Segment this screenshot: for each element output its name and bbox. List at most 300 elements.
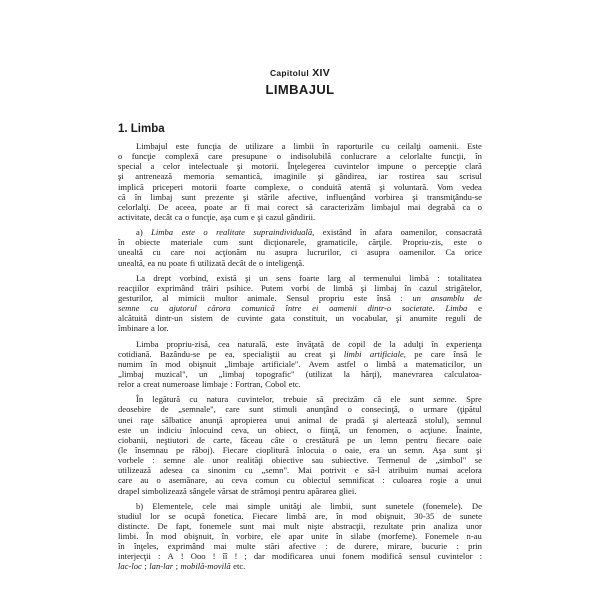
word: o <box>332 444 337 455</box>
word: nişte <box>307 520 324 531</box>
word: şi <box>372 414 379 425</box>
word: limbă <box>333 282 353 293</box>
word: al <box>162 292 169 303</box>
word: foarte <box>225 181 246 192</box>
word: activitate, <box>118 211 152 222</box>
word: de <box>240 485 249 496</box>
word: consacrată <box>445 227 482 238</box>
word: de <box>473 313 482 324</box>
word: decât <box>154 211 173 222</box>
word: există <box>216 272 237 283</box>
word: care <box>208 151 223 162</box>
word: presupune <box>231 151 268 162</box>
word: adesea <box>159 465 183 476</box>
word: aceea, <box>175 201 197 212</box>
text-line <box>118 141 482 151</box>
word: raporturile <box>336 141 374 151</box>
word: un <box>140 424 149 435</box>
word: limbă <box>376 358 396 369</box>
word: distincte. <box>118 520 150 531</box>
word: semnificat <box>338 475 375 486</box>
chapter-number: XIV <box>312 67 331 79</box>
word: semne <box>163 455 186 466</box>
word: ! <box>212 551 216 562</box>
word: foarte <box>299 272 320 283</box>
word: materiale <box>170 237 203 248</box>
text-line <box>118 339 482 349</box>
word: Putem <box>260 282 283 293</box>
word: Bazându-se <box>160 348 201 359</box>
word: durere, <box>354 541 379 552</box>
word: natura <box>206 394 229 405</box>
word: ca <box>191 465 200 476</box>
word: roşie <box>429 475 447 486</box>
word: noi <box>194 247 206 258</box>
word: ei <box>312 303 319 314</box>
word: ; <box>144 561 147 572</box>
word: răboj). <box>192 444 215 455</box>
word: dintr-un <box>155 313 183 324</box>
word: este <box>275 338 289 349</box>
word: De <box>158 201 169 212</box>
word: dintr-o <box>367 303 392 314</box>
word: mult <box>283 520 300 531</box>
word: şi <box>329 348 336 359</box>
word: ajutorul <box>169 303 197 314</box>
word: acţiune. <box>420 424 448 435</box>
word: sunt <box>181 191 196 202</box>
word: gândirea, <box>335 171 367 182</box>
word: imaginile <box>273 171 307 182</box>
text-line <box>118 293 482 303</box>
word: Fonemele <box>424 531 459 542</box>
word: este <box>353 292 368 303</box>
word: sistem <box>190 313 213 324</box>
word: în <box>134 191 142 202</box>
word: trăiri <box>201 282 219 293</box>
word: cotidiană. <box>118 348 152 359</box>
word: cuvintelor <box>437 551 473 562</box>
word: lor. <box>157 323 169 334</box>
text-line <box>118 501 482 511</box>
body-text <box>118 141 482 572</box>
word: studiul <box>118 510 142 521</box>
word: îî <box>222 551 228 562</box>
word: înţeles, <box>133 541 159 552</box>
word: Elementele, <box>152 500 194 511</box>
word: îmbinare <box>118 323 149 334</box>
word: analiza <box>433 520 458 531</box>
word: Înţelegerea <box>287 161 326 172</box>
word: simbolizează <box>141 485 187 496</box>
word: animal <box>298 414 322 425</box>
word: o <box>409 404 414 415</box>
word: o <box>306 424 312 435</box>
word: vedea <box>461 181 482 192</box>
word: de <box>317 282 326 293</box>
word: Limba <box>136 338 159 349</box>
word: consecinţă, <box>361 404 400 415</box>
word: etc. <box>288 379 301 390</box>
word: de <box>418 455 427 466</box>
word: de <box>336 541 346 552</box>
word: supraindividuală, <box>253 227 315 238</box>
word: stările <box>257 191 279 202</box>
word: o <box>363 358 369 369</box>
word: subiective. <box>331 455 369 466</box>
word: pe <box>414 348 423 359</box>
word: pentru <box>282 485 305 496</box>
word: şi <box>360 282 367 293</box>
word: sălbatice <box>161 414 192 425</box>
word: Sensul <box>286 292 310 303</box>
word: corect <box>277 201 299 212</box>
word: limbii <box>293 141 315 151</box>
word: de <box>248 257 257 268</box>
word: o <box>412 161 417 172</box>
word: calculatoa- <box>444 368 482 379</box>
word: drapel <box>118 485 140 496</box>
word: o <box>407 424 412 435</box>
word: limbaje <box>202 379 228 390</box>
word: artificiale, <box>369 348 406 359</box>
word: cuvintelor, <box>237 394 275 405</box>
word: oamenii. <box>429 141 459 151</box>
word: numai <box>426 465 449 476</box>
word: stări <box>264 541 280 552</box>
word: o <box>203 227 208 238</box>
word: degrabă <box>427 201 456 212</box>
word: ele <box>270 531 281 542</box>
word: scrisul <box>459 171 482 182</box>
word: în <box>221 531 229 542</box>
word: în <box>336 510 343 521</box>
word: intelectuale <box>188 161 229 172</box>
word: fonem <box>342 551 365 562</box>
word: ea <box>147 257 156 268</box>
word: societate. <box>401 303 435 314</box>
word: atentă <box>350 181 371 192</box>
word: o <box>184 211 190 222</box>
word: comunică <box>241 303 275 314</box>
word: Spre <box>466 394 482 405</box>
word: în <box>118 237 125 248</box>
text-line <box>118 273 482 283</box>
word: în <box>404 282 412 293</box>
word: strigătelor, <box>445 282 482 293</box>
section-heading: 1. Limba <box>118 123 165 135</box>
word: ar <box>230 201 237 212</box>
word: mobilă-movilă <box>180 561 231 572</box>
word: vorbi <box>290 282 310 293</box>
word: gata <box>270 313 285 324</box>
word: ; <box>175 561 179 572</box>
word: care <box>118 475 133 486</box>
word: Termenul <box>377 455 411 466</box>
word: cărţile. <box>368 237 393 248</box>
word: vorbirea <box>374 191 404 202</box>
word: fi <box>244 201 250 212</box>
word: limbaj <box>374 282 397 293</box>
word: prin <box>468 541 482 552</box>
word: semne <box>118 303 140 314</box>
word: în <box>475 151 482 162</box>
word: sau <box>436 171 448 182</box>
word: o <box>156 475 161 486</box>
word: multe <box>235 541 256 552</box>
word: a <box>151 323 155 334</box>
word: înlocuia <box>296 444 325 455</box>
text-line <box>118 303 482 313</box>
word: cum <box>213 237 229 248</box>
text-line <box>118 192 482 202</box>
word: sunt <box>239 520 255 531</box>
word: obiect, <box>275 424 299 435</box>
word: asemănare, <box>168 475 208 486</box>
word: lan-lar <box>149 561 174 572</box>
word: vorbire, <box>236 531 263 542</box>
word: cu <box>381 141 390 151</box>
word: un <box>335 313 344 324</box>
text-line <box>118 202 482 212</box>
word: utilizare <box>245 141 274 151</box>
word: iar <box>378 171 388 182</box>
word: făceau <box>240 434 263 445</box>
word: asupra <box>274 247 298 258</box>
word: e <box>354 465 359 476</box>
word: ceva, <box>231 424 250 435</box>
paragraph <box>118 227 482 268</box>
text-line <box>118 445 482 455</box>
word: sunt <box>453 444 469 455</box>
word: o <box>477 201 482 212</box>
word: culoarea <box>392 475 422 486</box>
word: raţe <box>140 414 154 425</box>
word: în <box>322 141 329 151</box>
word: anunţă <box>199 414 223 425</box>
word: motorii <box>191 181 218 192</box>
word: cele <box>202 500 217 511</box>
word: relor <box>118 379 135 390</box>
word: urmare <box>423 404 448 415</box>
word: oamenii <box>329 303 357 314</box>
word: de <box>229 141 238 151</box>
word: modificarea <box>271 551 313 562</box>
word: creat <box>304 348 322 359</box>
word: un <box>257 424 267 435</box>
word: e <box>478 303 482 314</box>
word: al <box>349 272 356 283</box>
word: fi <box>189 257 196 268</box>
word: şi <box>257 211 264 222</box>
word: decât <box>227 257 246 268</box>
word: „limbaj <box>118 368 144 379</box>
word: silabe <box>350 531 371 542</box>
text-line <box>118 359 482 369</box>
chapter-word: Capitolul <box>269 68 309 78</box>
word: mai <box>225 500 239 511</box>
word: semnul <box>457 414 482 425</box>
word: Limba <box>445 303 468 314</box>
word: transmiţându-se <box>427 191 482 202</box>
word: Ooo <box>190 551 206 562</box>
word: sunt <box>249 404 264 415</box>
word: obiectul <box>302 475 331 486</box>
word: la <box>343 368 350 379</box>
word: cuvintelor <box>334 161 370 172</box>
word: şi <box>476 444 482 455</box>
word: unei <box>118 414 133 425</box>
word: sensul <box>409 551 431 562</box>
word: a <box>281 141 286 151</box>
word: „limbaj <box>218 368 245 379</box>
word: stolul), <box>424 414 450 425</box>
word: un <box>473 358 482 369</box>
text-line <box>118 247 482 257</box>
word: (utilizat <box>305 368 333 379</box>
word: În <box>136 394 144 405</box>
word: lac-loc <box>118 561 142 572</box>
word: copil <box>348 338 366 349</box>
word: un <box>363 434 373 445</box>
word: de <box>443 510 452 521</box>
word: constituit, <box>293 313 328 324</box>
word: artificiale". <box>262 358 301 369</box>
text-line <box>118 511 482 521</box>
word: apărarea <box>307 485 337 496</box>
word: vărsat <box>217 485 239 496</box>
word: le <box>475 348 482 359</box>
word: trebuie <box>283 394 308 405</box>
word: (morfeme). <box>378 531 418 542</box>
word: deosebire <box>118 404 151 415</box>
text-line <box>118 561 482 571</box>
word: Propriu-zis, <box>402 237 443 248</box>
word: Limbajul <box>136 141 168 151</box>
word: (ţipătul <box>457 404 482 415</box>
word: unealtă <box>118 247 143 258</box>
word: au <box>288 348 297 359</box>
word: simple <box>247 500 271 511</box>
text-line <box>118 435 482 445</box>
word: afective <box>288 541 317 552</box>
word: prezente <box>204 191 234 202</box>
word: asupra <box>366 247 390 258</box>
word: să <box>316 394 324 405</box>
word: şi <box>245 272 251 283</box>
word: de <box>373 338 382 349</box>
word: şi <box>317 171 324 182</box>
word: cu <box>152 247 161 258</box>
text-line <box>118 379 482 389</box>
word: o <box>118 151 123 162</box>
word: învăţată <box>296 338 325 349</box>
word: conduită <box>311 181 342 192</box>
word: între <box>285 303 302 314</box>
word: un <box>259 272 268 283</box>
word: pe <box>175 444 185 455</box>
text-line <box>118 258 482 268</box>
word: lucrurilor, <box>307 247 342 258</box>
word: mod <box>160 531 177 542</box>
word: unor <box>212 455 229 466</box>
text-line <box>118 425 482 435</box>
paragraph <box>118 273 482 334</box>
word: să <box>305 201 313 212</box>
word: funcţia <box>197 141 221 151</box>
word: de <box>473 292 482 303</box>
word: cioplitură <box>255 444 289 455</box>
word: apar <box>288 531 304 542</box>
word: ; <box>244 551 247 562</box>
word: vocabular, <box>352 313 388 324</box>
word: mai <box>262 520 276 531</box>
word: o <box>276 151 282 162</box>
word: obişnuit <box>188 358 217 369</box>
word: Este <box>467 141 482 151</box>
word: potrivit <box>320 465 346 476</box>
word: orice <box>464 247 482 258</box>
word: A <box>167 551 174 562</box>
word: poate <box>204 201 223 212</box>
word: muzical", <box>154 368 188 379</box>
word: matematicilor, <box>415 358 466 369</box>
word: ale <box>193 455 204 466</box>
word: acţionăm <box>215 247 247 258</box>
word: caracterizăm <box>320 201 365 212</box>
word: limbajul <box>371 201 401 212</box>
word: ca <box>174 211 183 222</box>
word: voluntară. <box>393 181 429 192</box>
word: antrenează <box>135 171 173 182</box>
word: funcţie, <box>191 211 218 222</box>
word: de <box>332 338 341 349</box>
word: experienţa <box>446 338 482 349</box>
word: că <box>373 394 382 405</box>
word: exprimând <box>157 282 194 293</box>
word: obişnuit, <box>375 510 406 521</box>
text-line <box>118 349 482 359</box>
word: „simbol" <box>435 455 467 466</box>
text-line <box>118 369 482 379</box>
text-line <box>118 182 482 192</box>
word: realităţi <box>236 455 264 466</box>
word: bucurie <box>421 541 448 552</box>
word: complexă <box>165 151 199 162</box>
word: Fiecare <box>252 510 278 521</box>
word: indiciu <box>157 424 182 435</box>
word: semn. <box>404 444 425 455</box>
word: apropierea <box>230 414 267 425</box>
word: mai <box>256 201 270 212</box>
word: care <box>170 247 185 258</box>
word: stimuli <box>273 404 297 415</box>
word: fonemele <box>199 520 232 531</box>
word: obiecte <box>135 237 161 248</box>
word: unor <box>466 520 482 531</box>
word: limbii, <box>330 500 353 511</box>
word: şi <box>237 161 243 172</box>
word: b) <box>136 500 144 511</box>
word: este <box>175 141 189 151</box>
word: care <box>430 348 446 359</box>
word: : <box>152 455 155 466</box>
word: cu <box>286 475 295 486</box>
word: o <box>298 181 304 192</box>
word: dicţionarele, <box>263 237 307 248</box>
word: ci <box>351 247 358 258</box>
word: cum <box>233 211 249 222</box>
